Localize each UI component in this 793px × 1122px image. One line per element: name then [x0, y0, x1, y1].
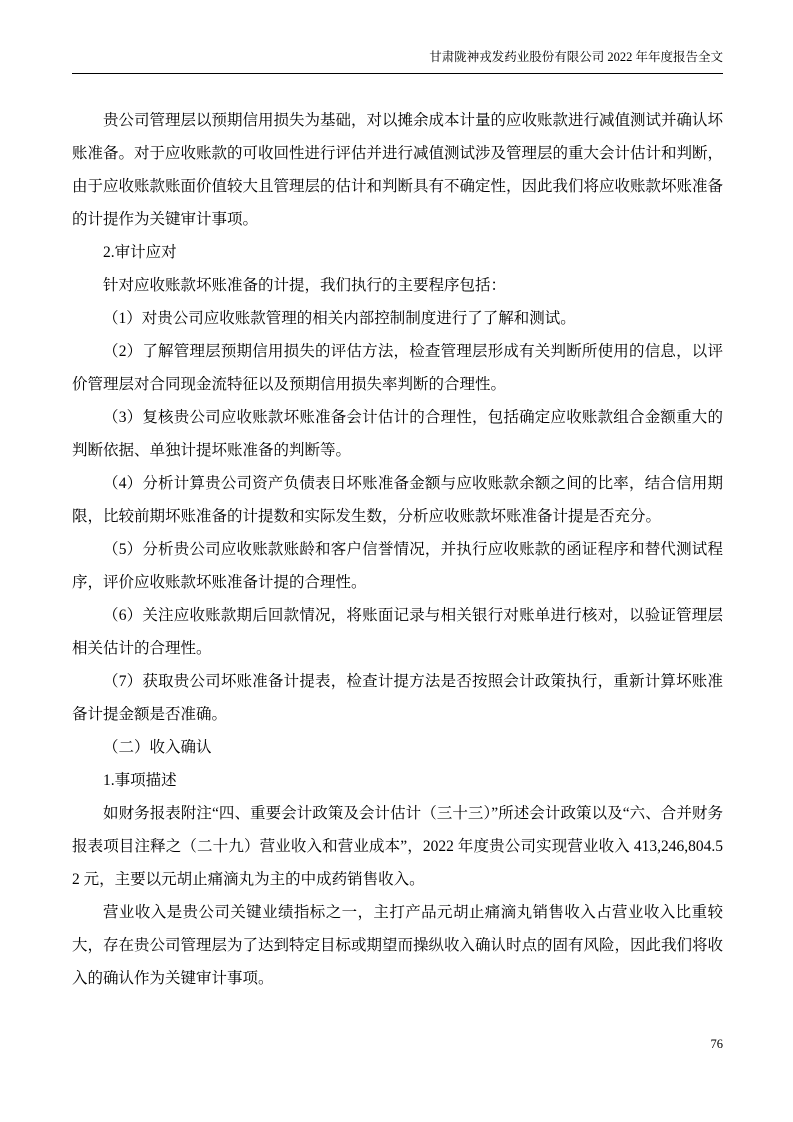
paragraph-procedure-2: （2）了解管理层预期信用损失的评估方法，检查管理层形成有关判断所使用的信息，以评价管理层对合同现金流特征以及预期信用损失率判断的合理性。 — [72, 343, 723, 393]
heading-revenue-recognition: （二）收入确认 — [103, 739, 212, 756]
paragraph-bad-debt-intro: 贵公司管理层以预期信用损失为基础，对以摊余成本计量的应收账款进行减值测试并确认坏账准备。对于应收账款的可收回性进行评估并进行减值测试涉及管理层的重大会计估计和判断，由于应收账款账面价值较大且管理层的估计和判断具有不确定性，因此我们将应收账款坏账准备的计提作为关键审计事项。 — [72, 112, 724, 228]
paragraph-procedure-7: （7）获取贵公司坏账准备计提表，检查计提方法是否按照会计政策执行，重新计算坏账准备计提金额是否准确。 — [72, 673, 723, 723]
paragraph-procedure-5: （5）分析贵公司应收账款账龄和客户信誉情况，并执行应收账款的函证程序和替代测试程序，评价应收账款坏账准备计提的合理性。 — [72, 541, 723, 591]
report-header-title: 甘肃陇神戎发药业股份有限公司 2022 年年度报告全文 — [429, 50, 723, 64]
paragraph-procedures-intro: 针对应收账款坏账准备的计提，我们执行的主要程序包括： — [103, 277, 507, 294]
paragraph-procedure-4: （4）分析计算贵公司资产负债表日坏账准备金额与应收账款余额之间的比率，结合信用期限，比较前期坏账准备的计提数和实际发生数，分析应收账款坏账准备计提是否充分。 — [72, 475, 723, 525]
document-body — [72, 104, 723, 995]
paragraph-procedure-3: （3）复核贵公司应收账款坏账准备会计估计的合理性，包括确定应收账款组合金额重大的判断依据、单独计提坏账准备的判断等。 — [72, 409, 723, 459]
heading-audit-response: 2.审计应对 — [103, 244, 177, 261]
paragraph-procedure-1: （1）对贵公司应收账款管理的相关内部控制制度进行了了解和测试。 — [103, 310, 576, 327]
paragraph-revenue-figures: 如财务报表附注“四、重要会计政策及会计估计（三十三）”所述会计政策以及“六、合并财务报表项目注释之（二十九）营业收入和营业成本”，2022 年度贵公司实现营业收入 413,246,804.52 元，主要以元胡止痛滴丸为主的中成药销售收入。 — [72, 805, 723, 888]
paragraph-procedure-6: （6）关注应收账款期后回款情况，将账面记录与相关银行对账单进行核对，以验证管理层相关估计的合理性。 — [72, 607, 723, 657]
paragraph-revenue-risk: 营业收入是贵公司关键业绩指标之一，主打产品元胡止痛滴丸销售收入占营业收入比重较大，存在贵公司管理层为了达到特定目标或期望而操纵收入确认时点的固有风险，因此我们将收入的确认作为关键审计事项。 — [72, 904, 724, 987]
heading-matter-description: 1.事项描述 — [103, 772, 177, 789]
page-number: 76 — [710, 1037, 723, 1051]
page-footer — [711, 1036, 724, 1052]
page-header — [72, 48, 723, 74]
